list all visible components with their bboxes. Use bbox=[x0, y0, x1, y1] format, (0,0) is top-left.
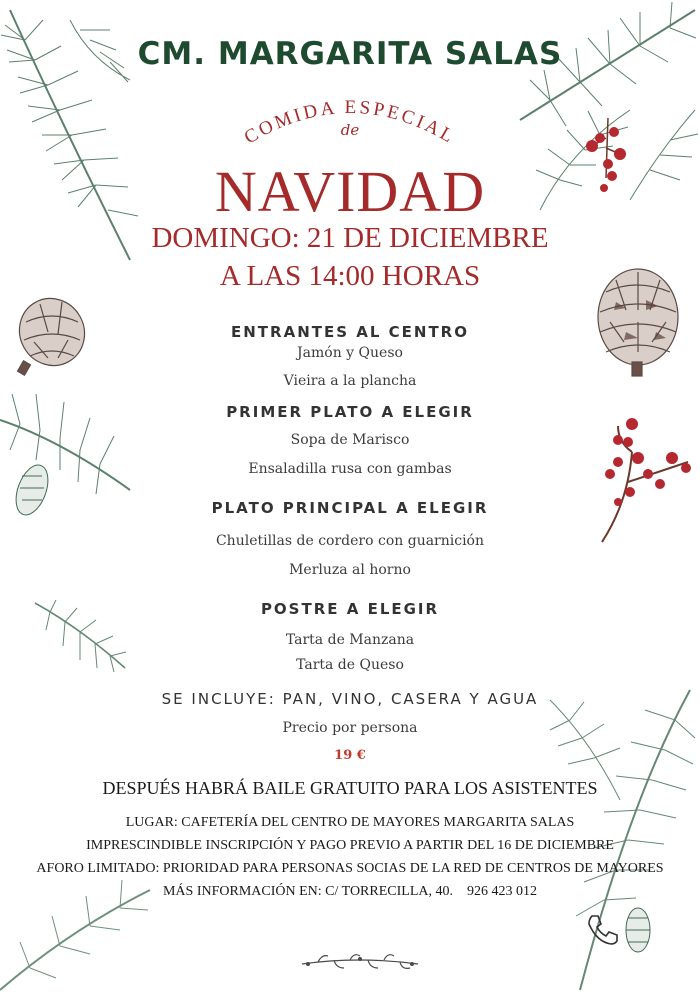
menu-item: Ensaladilla rusa con gambas bbox=[248, 461, 452, 477]
time-line: A LAS 14:00 HORAS bbox=[219, 260, 481, 292]
menu-item: Tarta de Queso bbox=[296, 657, 404, 673]
info-contacto-line bbox=[0, 884, 700, 900]
phone-number: 926 423 012 bbox=[467, 884, 537, 899]
info-aforo: AFORO LIMITADO: PRIORIDAD PARA PERSONAS SOCIAS DE LA RED DE CENTROS DE MAYORES bbox=[36, 861, 664, 876]
menu-item: Sopa de Marisco bbox=[290, 432, 410, 448]
menu-item: Merluza al horno bbox=[289, 562, 411, 578]
includes-line: SE INCLUYE: PAN, VINO, CASERA Y AGUA bbox=[161, 690, 539, 708]
arc-text: COMIDA ESPECIAL bbox=[240, 96, 460, 149]
section-primero: PRIMER PLATO A ELEGIR bbox=[226, 403, 474, 421]
phone-icon bbox=[584, 912, 620, 948]
section-principal: PLATO PRINCIPAL A ELEGIR bbox=[211, 499, 489, 517]
menu-item: Vieira a la plancha bbox=[283, 373, 417, 389]
info-inscripcion: IMPRESCINDIBLE INSCRIPCIÓN Y PAGO PREVIO A PARTIR DEL 16 DE DICIEMBRE bbox=[86, 838, 614, 853]
price-label: Precio por persona bbox=[282, 720, 418, 736]
section-postre: POSTRE A ELEGIR bbox=[260, 600, 440, 618]
menu-item: Tarta de Manzana bbox=[285, 632, 415, 648]
arc-heading bbox=[220, 78, 480, 158]
script-word: de bbox=[340, 121, 360, 139]
baile-notice: DESPUÉS HABRÁ BAILE GRATUITO PARA LOS ASISTENTES bbox=[102, 778, 598, 798]
section-entrantes: ENTRANTES AL CENTRO bbox=[231, 323, 469, 341]
menu-item: Chuletillas de cordero con guarnición bbox=[215, 533, 485, 549]
price-value: 19 € bbox=[334, 748, 366, 763]
date-line: DOMINGO: 21 DE DICIEMBRE bbox=[151, 222, 549, 254]
info-lugar: LUGAR: CAFETERÍA DEL CENTRO DE MAYORES MARGARITA SALAS bbox=[125, 815, 575, 830]
floral-divider-icon bbox=[298, 952, 422, 976]
info-contacto: MÁS INFORMACIÓN EN: C/ TORRECILLA, 40. bbox=[162, 884, 453, 899]
menu-item: Jamón y Queso bbox=[297, 345, 403, 361]
event-title: NAVIDAD bbox=[214, 159, 486, 224]
center-name: CM. MARGARITA SALAS bbox=[137, 36, 563, 72]
